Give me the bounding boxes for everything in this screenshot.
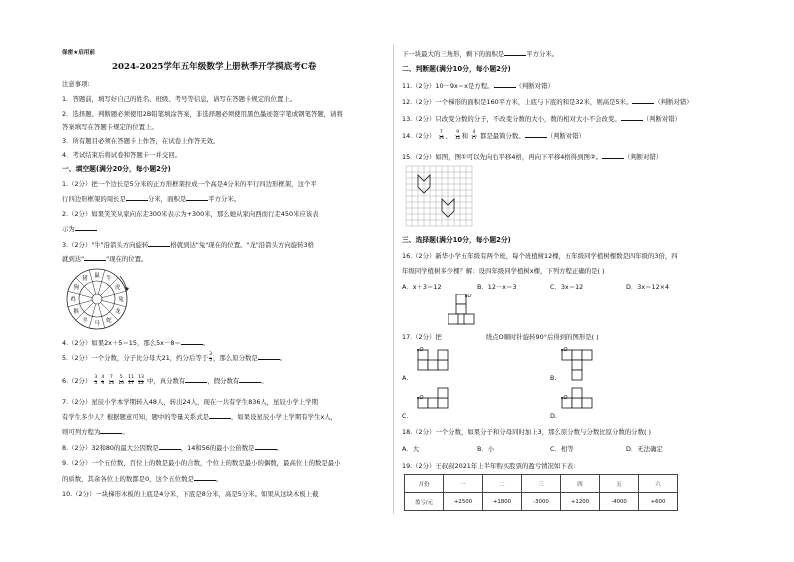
option-b[interactable]: B. (550, 374, 557, 382)
answer-blank[interactable] (194, 474, 216, 481)
answer-blank[interactable] (621, 114, 643, 121)
question-10-cont: 下一块最大的三角形，剩下的面积是 平方分米。 (402, 50, 559, 58)
zodiac-label: 马 (94, 321, 100, 327)
unit-square (572, 388, 582, 398)
question-12: 12.（2分）一个梯形的面积是160平方米，上底与下底的和是32米，则高是5米。 （判断对错） (402, 98, 693, 106)
question-19: 19.（2分）王叔叔2021年上半年购买股票的盈亏情况如下表： (402, 462, 580, 470)
answer-blank[interactable] (84, 254, 106, 261)
question-2-cont: 示为 (62, 224, 97, 233)
unit-square (438, 388, 448, 398)
option-c[interactable]: C．3x＝12 (550, 283, 584, 291)
zodiac-label: 牛 (106, 276, 112, 283)
answer-blank[interactable] (186, 194, 208, 201)
unit-square (428, 360, 438, 370)
translation-grid (404, 165, 476, 227)
table-cell: 盈亏/元 (405, 493, 444, 511)
question-7-cont: 有学生多少人？根据题意可知，题中的等量关系式是 ，如果设星辰小学上学期有学生x人， (62, 413, 338, 421)
source-shape (448, 294, 488, 338)
table-cell: 月份 (405, 475, 444, 493)
page-title: 2024-2025学年五年级数学上册秋季开学摸底考C卷 (112, 62, 317, 72)
table-cell: +1800 (483, 493, 522, 511)
question-9-cont: 的质数，其余各位上的数都是0，这个五位数是 。 (62, 475, 223, 483)
stock-table (404, 474, 678, 511)
confidential-label: 保密★启用前 (62, 50, 95, 56)
point-label: O (563, 347, 568, 353)
fraction: $\frac{3}{5}$ (209, 352, 213, 363)
section-heading-fill: 一、填空题(满分20分，每小题2分) (62, 165, 171, 173)
option-d[interactable]: D．3x＝12×4 (626, 283, 670, 291)
table-cell: 三 (522, 475, 561, 493)
table-cell: 六 (639, 475, 678, 493)
question-13: 13.（2分）只改变分数的分子，不改变分数的大小，数的相对大小不会改变。 （判断对错） (402, 115, 682, 123)
table-cell: 一 (444, 475, 483, 493)
question-15: 15.（2分）如图，图①可以先向右平移4格，再向下平移4格得到图②。 （判断对错） (402, 153, 663, 161)
answer-blank[interactable] (239, 376, 261, 383)
question-1: 1.（2分）把一个边长是5分米的正方形框架拉成一个高是4分米的平行四边形框架，这个平 (62, 180, 317, 188)
unit-square (428, 398, 438, 408)
answer-blank[interactable] (126, 194, 148, 201)
question-8: 8.（2分）32和80的最大公因数是 ，14和56的最小公倍数是 。 (62, 444, 283, 452)
table-cell: 四 (561, 475, 600, 493)
question-10: 10.（2分）一块梯形木板的上底是4分米，下底是8分米，高是5分米。如果从这块木板上截 (62, 490, 319, 498)
answer-blank[interactable] (255, 443, 277, 450)
option-d[interactable]: D. (550, 412, 557, 420)
option-b[interactable]: B．12－x＝3 (477, 283, 517, 291)
note-item: 答案填写在答题卡规定的位置上。 (62, 123, 158, 131)
question-4: 4.（2分）如果2x＋5＝15，那么5x－8＝ 。 (62, 339, 210, 347)
unit-square (572, 398, 582, 408)
question-17: 17.（2分）把 绕点O顺时针旋转90°后得到的图形是( ) (402, 333, 599, 341)
option-c[interactable]: C．相等 (550, 445, 574, 453)
zodiac-label: 兔 (118, 297, 124, 303)
option-a-shape (416, 346, 466, 382)
option-d-shape (560, 386, 610, 420)
question-9: 9.（2分）一个五位数，百位上的数是最小的合数，个位上的数是最小的偶数，最高位上的数是最小 (62, 459, 341, 467)
note-item: 1．答题前，填写好自己的姓名、班级、考号等信息，请写在答题卡规定的位置上。 (62, 95, 297, 103)
table-cell: -4000 (600, 493, 639, 511)
question-11: 11.（2分）10－9x＝x是方程。 （判断对错） (402, 82, 554, 90)
zodiac-label: 猪 (82, 276, 88, 283)
answer-blank[interactable] (525, 131, 547, 138)
table-row (405, 493, 678, 511)
unit-square (582, 398, 592, 408)
answer-blank[interactable] (632, 97, 654, 104)
question-3-cont: 就到达" "现在的位置。 (62, 255, 148, 263)
table-cell: +1200 (561, 493, 600, 511)
unit-square (456, 294, 466, 304)
answer-blank[interactable] (185, 376, 207, 383)
question-1-cont: 行四边形框架的周长是 分米，面积是 平方分米。 (62, 195, 241, 203)
answer-blank[interactable] (159, 443, 181, 450)
notes-heading: 注意事项: (62, 80, 90, 88)
point-label: O (563, 395, 568, 401)
note-item: 4．考试结束后将试卷和答题卡一并交回。 (62, 151, 182, 159)
question-2: 2.（2分）如果笑笑从家向东走300米表示为+300米，那么她从家向西而行走450米应该表 (62, 210, 319, 218)
table-cell: 五 (600, 475, 639, 493)
option-b-shape (560, 346, 610, 382)
zodiac-label: 狗 (73, 285, 79, 291)
zodiac-label: 羊 (82, 317, 88, 324)
option-a[interactable]: A. (402, 374, 409, 382)
question-6: 6.（2分） $\frac{3}{5}$ $\frac{4}{9}$ $\frac{7}{13}$ $\frac{5}{10}$ $\frac{11}{17}$ $\frac{13}{22}$ 中，真分数有 ，假分数有 。 (62, 375, 268, 386)
zodiac-label: 猴 (73, 309, 79, 315)
option-a[interactable]: A．x＋3＝12 (402, 283, 442, 291)
option-c-shape (416, 386, 466, 420)
option-d[interactable]: D．无法确定 (626, 445, 663, 453)
unit-square (438, 350, 448, 360)
unit-square (582, 350, 592, 360)
zodiac-label: 鸡 (70, 297, 76, 303)
column-divider (393, 44, 394, 514)
option-c[interactable]: C. (402, 412, 409, 420)
unit-square (438, 360, 448, 370)
table-cell: +600 (639, 493, 678, 511)
question-3: 3.（2分）"牛"沿箭头方向旋转 格就到达"兔"现在的位置。"龙"沿箭头方向旋转3格 (62, 241, 314, 249)
answer-blank[interactable] (100, 427, 122, 434)
section-heading-judge: 二、判断题(满分10分，每小题2分) (402, 65, 511, 73)
answer-blank[interactable] (504, 49, 526, 56)
answer-blank[interactable] (181, 338, 203, 345)
option-b[interactable]: B．小 (477, 445, 495, 453)
answer-blank[interactable] (148, 240, 170, 247)
note-item: 3．所有题目必须在答题卡上作答，在试卷上作答无效。 (62, 137, 220, 145)
zodiac-label: 龙 (115, 309, 121, 315)
table-cell: -3000 (522, 493, 561, 511)
question-18: 18.（2分）一个分数，如果分子和分母同时加上3，那么原分数与分数比原分数的分数( ) (402, 428, 651, 436)
table-header-row (405, 475, 678, 493)
point-label: O (419, 395, 424, 401)
question-7-cont2: 则可列方程为 。 (62, 428, 129, 436)
unit-square (438, 398, 448, 408)
zodiac-label: 鼠 (94, 273, 100, 279)
question-7: 7.（2分）星辰小学本学期转入48人，转出24人，现在一共有学生836人，星辰小学上学期 (62, 398, 318, 406)
question-16: 16.（2分）新华小学五年级有两个班，每个班植树12棵，五年级同学植树棵数是四年级的3倍，四 (402, 252, 678, 260)
unit-square (464, 314, 474, 324)
unit-square (572, 350, 582, 360)
option-a[interactable]: A．大 (402, 445, 420, 453)
note-item: 2．选择题、判断题必须使用2B铅笔填涂答案，非选择题必须使用黑色墨迹签字笔或钢笔答题，请将 (62, 110, 343, 118)
unit-square (572, 370, 582, 380)
point-label: O (419, 347, 424, 353)
unit-square (572, 360, 582, 370)
question-5: 5.（2分）一个分数，分子比分母大21，约分后等于 $\frac{3}{5}$ ，那么原分数是 。 (62, 352, 287, 363)
table-cell: +2500 (444, 493, 483, 511)
unit-square (448, 314, 458, 324)
answer-blank[interactable] (602, 152, 624, 159)
unit-square (418, 360, 428, 370)
question-16-cont: 年级同学植树多少棵？解：设四年级同学植树x棵，下列方程正确的是( ) (402, 267, 605, 275)
zodiac-label: 蛇 (106, 317, 112, 324)
answer-blank[interactable] (75, 224, 97, 231)
answer-blank[interactable] (209, 412, 231, 419)
unit-square (456, 304, 466, 314)
answer-blank[interactable] (494, 81, 516, 88)
table-cell: 二 (483, 475, 522, 493)
section-heading-choice: 三、选择题(满分10分，每小题2分) (402, 236, 511, 244)
point-label: O (467, 294, 472, 299)
question-14: 14.（2分） $\frac{7}{10}$ 、 $\frac{9}{12}$ 和 $\frac{4}{17}$ 都是最简分数。 （判断对错） (402, 130, 586, 141)
zodiac-wheel (64, 266, 130, 332)
answer-blank[interactable] (258, 353, 280, 360)
zodiac-label: 虎 (115, 285, 121, 291)
